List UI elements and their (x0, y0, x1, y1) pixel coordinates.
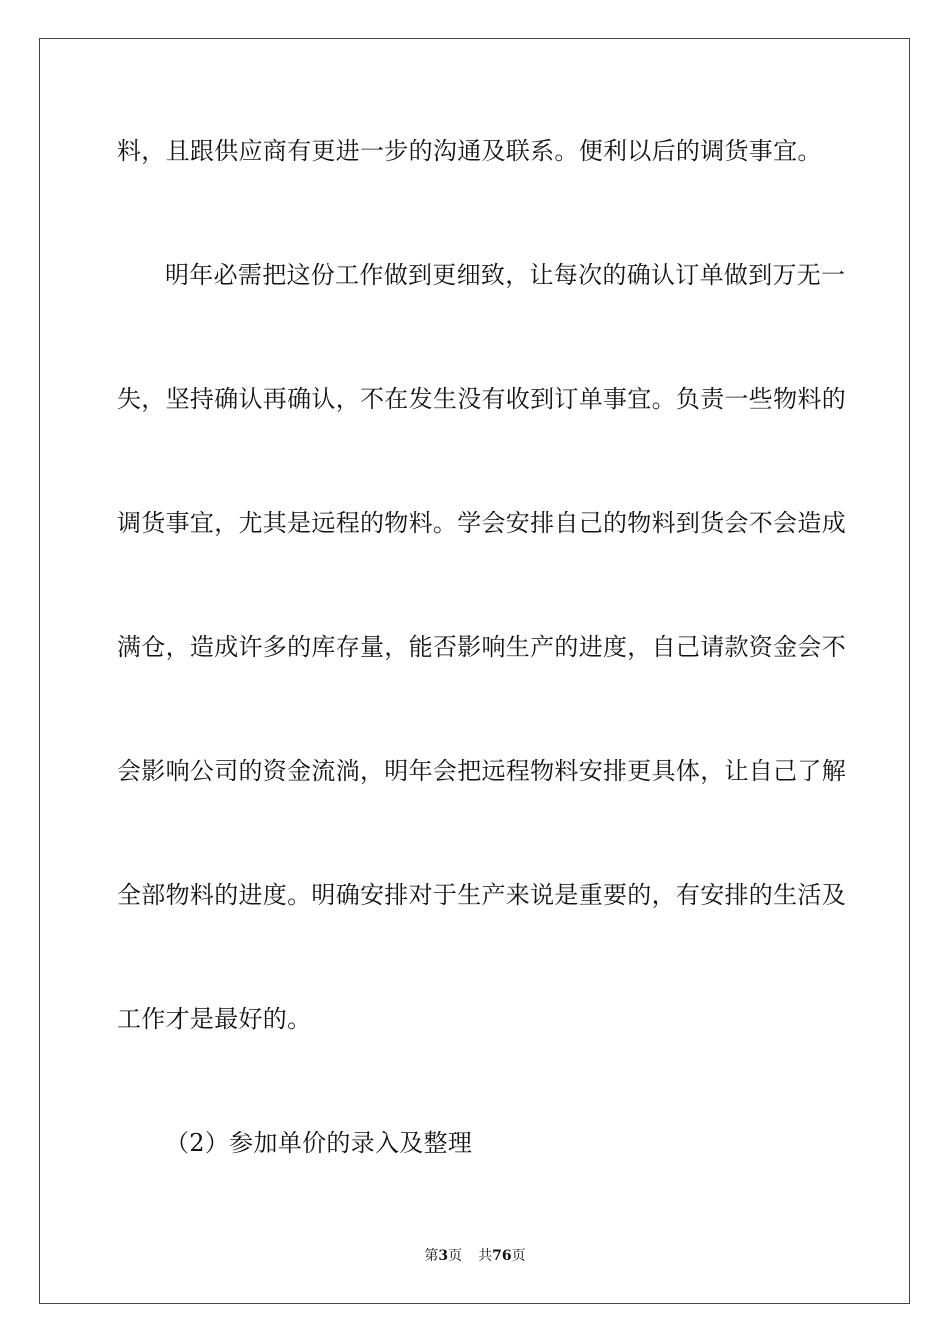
paragraph-line: 满仓，造成许多的库存量，能否影响生产的进度，自己请款资金会不 (117, 633, 846, 661)
paragraph-line: 会影响公司的资金流淌，明年会把远程物料安排更具体，让自己了解 (117, 757, 846, 785)
footer-page-suffix: 页 (448, 1248, 463, 1264)
section-heading: （2）参加单价的录入及整理 (165, 1129, 473, 1157)
current-page-number: 3 (438, 1248, 449, 1264)
paragraph-line: 全部物料的进度。明确安排对于生产来说是重要的，有安排的生活及 (117, 881, 846, 909)
footer-total-suffix: 页 (511, 1248, 526, 1264)
paragraph-line: 调货事宜，尤其是远程的物料。学会安排自己的物料到货会不会造成 (117, 509, 846, 537)
paragraph-line: 料，且跟供应商有更进一步的沟通及联系。便利以后的调货事宜。 (117, 137, 822, 165)
paragraph-line: 失，坚持确认再确认，不在发生没有收到订单事宜。负责一些物料的 (117, 385, 846, 413)
total-pages-number: 76 (492, 1248, 512, 1264)
footer-prefix: 第 (424, 1248, 439, 1264)
page-border (39, 38, 910, 1304)
paragraph-line: 工作才是最好的。 (117, 1005, 312, 1033)
page-footer (0, 1247, 950, 1265)
footer-total-prefix: 共 (478, 1248, 493, 1264)
paragraph-line: 明年必需把这份工作做到更细致，让每次的确认订单做到万无一 (165, 261, 846, 289)
